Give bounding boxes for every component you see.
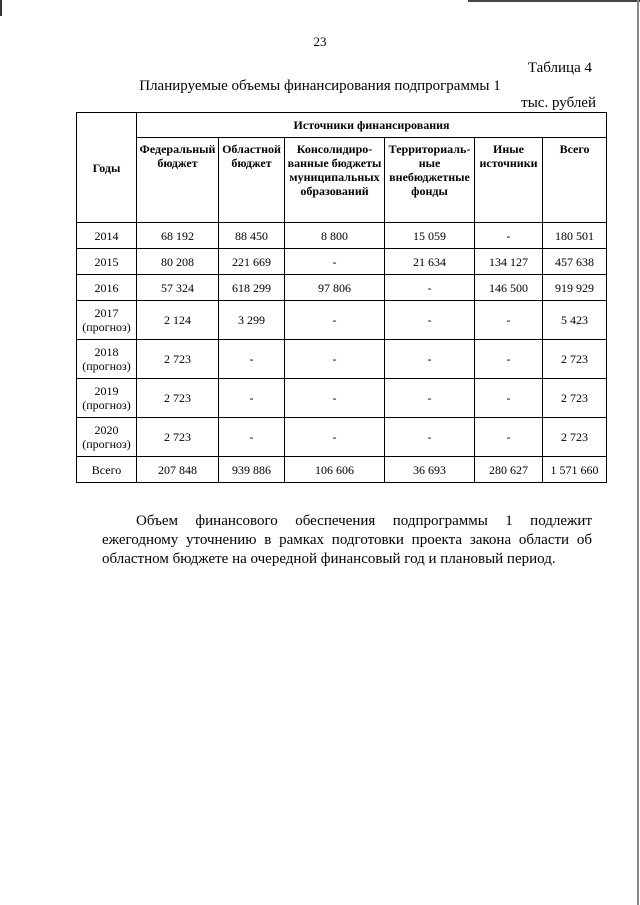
forecast-note: (прогноз)	[82, 359, 131, 373]
cell-other: -	[475, 223, 543, 249]
scan-edge-top	[468, 0, 640, 2]
cell-other: -	[475, 340, 543, 379]
cell-total: 5 423	[543, 301, 607, 340]
table-row	[77, 379, 607, 418]
row-year: 2020 (прогноз)	[77, 418, 137, 457]
cell-regional: -	[219, 340, 285, 379]
cell-federal: 207 848	[137, 457, 219, 483]
cell-federal: 68 192	[137, 223, 219, 249]
cell-other: 280 627	[475, 457, 543, 483]
cell-regional: 939 886	[219, 457, 285, 483]
cell-territorial: 15 059	[385, 223, 475, 249]
cell-other: -	[475, 379, 543, 418]
scan-edge-left	[0, 0, 2, 16]
cell-federal: 80 208	[137, 249, 219, 275]
header-municipal: Консолидиро-ванные бюджеты муниципальных образований	[285, 138, 385, 223]
cell-total: 1 571 660	[543, 457, 607, 483]
cell-territorial: -	[385, 418, 475, 457]
cell-municipal: 8 800	[285, 223, 385, 249]
row-year: 2019 (прогноз)	[77, 379, 137, 418]
table-row	[77, 223, 607, 249]
cell-total: 2 723	[543, 418, 607, 457]
forecast-note: (прогноз)	[82, 320, 131, 334]
table-title: Планируемые объемы финансирования подпрограммы 1	[139, 78, 501, 94]
table-total-row	[77, 457, 607, 483]
cell-municipal: -	[285, 418, 385, 457]
row-year: 2017 (прогноз)	[77, 301, 137, 340]
cell-municipal: -	[285, 340, 385, 379]
cell-territorial: 36 693	[385, 457, 475, 483]
header-years: Годы	[77, 113, 137, 223]
header-other-sources: Иные источники	[475, 138, 543, 223]
table-row	[77, 249, 607, 275]
cell-federal: 2 723	[137, 340, 219, 379]
cell-federal: 2 723	[137, 418, 219, 457]
page-number: 23	[313, 34, 327, 49]
row-year: 2014	[77, 223, 137, 249]
header-sources-group: Источники финансирования	[137, 113, 607, 138]
cell-municipal: 97 806	[285, 275, 385, 301]
header-total: Всего	[543, 138, 607, 223]
cell-federal: 2 723	[137, 379, 219, 418]
body-paragraph-text: Объем финансового обеспечения подпрограммы 1 подлежит ежегодному уточнению в рамках подготовки проекта закона области об областном бюджете на очередной финансовый год и плановый период.	[102, 513, 592, 567]
body-paragraph	[102, 512, 592, 569]
cell-total: 2 723	[543, 379, 607, 418]
cell-municipal: -	[285, 301, 385, 340]
cell-regional: 221 669	[219, 249, 285, 275]
cell-municipal: -	[285, 249, 385, 275]
cell-regional: -	[219, 418, 285, 457]
cell-other: -	[475, 418, 543, 457]
table-row	[77, 275, 607, 301]
table-row	[77, 418, 607, 457]
cell-territorial: -	[385, 301, 475, 340]
header-regional: Областной бюджет	[219, 138, 285, 223]
cell-total: 457 638	[543, 249, 607, 275]
cell-total: 180 501	[543, 223, 607, 249]
cell-other: -	[475, 301, 543, 340]
header-territorial-funds: Территориаль-ные внебюджетные фонды	[385, 138, 475, 223]
cell-federal: 2 124	[137, 301, 219, 340]
cell-total: 2 723	[543, 340, 607, 379]
cell-federal: 57 324	[137, 275, 219, 301]
table-row	[77, 301, 607, 340]
cell-territorial: 21 634	[385, 249, 475, 275]
row-year: 2015	[77, 249, 137, 275]
cell-municipal: 106 606	[285, 457, 385, 483]
forecast-note: (прогноз)	[82, 398, 131, 412]
units-label: тыс. рублей	[521, 95, 596, 111]
cell-territorial: -	[385, 340, 475, 379]
table-subheader-row	[77, 138, 607, 223]
cell-territorial: -	[385, 379, 475, 418]
row-year: 2018 (прогноз)	[77, 340, 137, 379]
cell-other: 146 500	[475, 275, 543, 301]
table-header-row	[77, 113, 607, 138]
cell-municipal: -	[285, 379, 385, 418]
cell-regional: 618 299	[219, 275, 285, 301]
header-federal: Федеральный бюджет	[137, 138, 219, 223]
scan-edge-right	[637, 0, 639, 905]
cell-regional: 88 450	[219, 223, 285, 249]
row-year: 2016	[77, 275, 137, 301]
table-label: Таблица 4	[527, 60, 592, 76]
financing-table	[76, 112, 607, 483]
cell-total: 919 929	[543, 275, 607, 301]
cell-regional: -	[219, 379, 285, 418]
row-year: Всего	[77, 457, 137, 483]
cell-territorial: -	[385, 275, 475, 301]
cell-regional: 3 299	[219, 301, 285, 340]
forecast-note: (прогноз)	[82, 437, 131, 451]
table-row	[77, 340, 607, 379]
cell-other: 134 127	[475, 249, 543, 275]
